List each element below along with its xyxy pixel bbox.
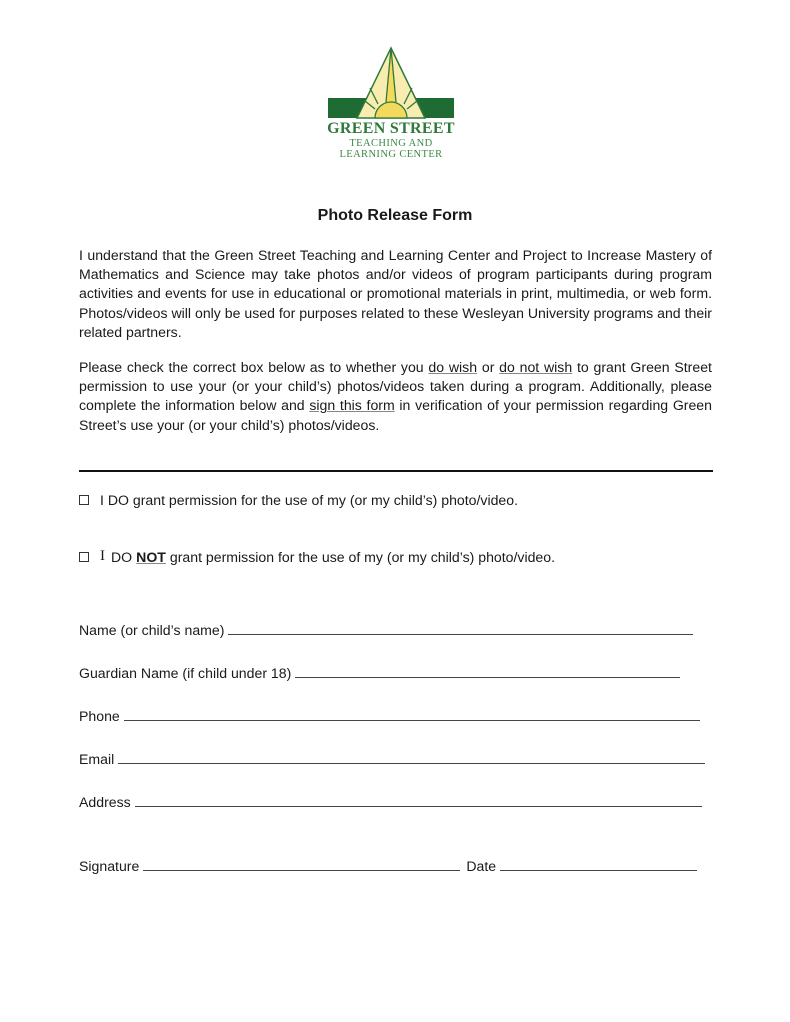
- address-label: Address: [79, 794, 131, 810]
- grant-label: I DO grant permission for the use of my (or my child’s) photo/video.: [100, 492, 519, 508]
- logo-subtitle-line1: TEACHING AND: [349, 138, 433, 149]
- phone-input-line[interactable]: [124, 719, 700, 721]
- deny-label-rest: grant permission for the use of my (or my child’s) photo/video.: [169, 548, 556, 565]
- guardian-label: Guardian Name (if child under 18): [79, 665, 292, 681]
- deny-label-do: DO: [111, 548, 133, 565]
- grant-permission-option[interactable]: [79, 492, 518, 508]
- instructions-text: Please check the correct box below as to whether you: [79, 359, 429, 375]
- name-input-line[interactable]: [228, 633, 693, 635]
- guardian-field[interactable]: [79, 665, 680, 681]
- email-label: Email: [79, 751, 115, 767]
- deny-checkbox[interactable]: [79, 552, 89, 562]
- green-street-logo: [326, 44, 456, 162]
- sign-form-emphasis: sign this form: [309, 397, 395, 414]
- do-wish-emphasis: do wish: [428, 359, 478, 375]
- phone-label: Phone: [79, 708, 120, 724]
- signature-label: Signature: [79, 858, 140, 874]
- page-title: Photo Release Form: [317, 207, 473, 224]
- address-field[interactable]: [79, 794, 702, 810]
- date-input-line[interactable]: [500, 869, 697, 871]
- instructions-text: or: [477, 359, 500, 375]
- sunburst-triangle-icon: [326, 44, 456, 120]
- instructions-paragraph: [79, 358, 712, 435]
- email-input-line[interactable]: [118, 762, 705, 764]
- date-label: Date: [466, 858, 497, 874]
- intro-paragraph: I understand that the Green Street Teaching and Learning Center and Project to Increase Mastery of Mathematics and Science may take photos and/or videos of program participants during program activities and events for use in educational or promotional materials in print, multimedia, or web form. Photos/videos will only be used for purposes related to these Wesleyan University programs and their related partners.: [79, 247, 712, 340]
- address-input-line[interactable]: [135, 805, 702, 807]
- grant-checkbox[interactable]: [79, 495, 89, 505]
- name-field[interactable]: [79, 622, 693, 638]
- email-field[interactable]: [79, 751, 705, 767]
- name-label: Name (or child’s name): [79, 622, 225, 638]
- guardian-input-line[interactable]: [295, 676, 680, 678]
- deny-label-not: NOT: [136, 548, 166, 565]
- signature-field[interactable]: [79, 858, 697, 874]
- do-not-wish-emphasis: do not wish: [499, 359, 573, 375]
- deny-permission-option[interactable]: [79, 548, 555, 565]
- section-divider: [79, 470, 713, 472]
- instructions-text: in verification of your permission regarding Green Street’s use your (or your child’s) photos/videos.: [79, 397, 712, 433]
- signature-input-line[interactable]: [143, 869, 460, 871]
- logo-org-name: GREEN STREET: [327, 120, 455, 137]
- logo-subtitle-line2: LEARNING CENTER: [339, 149, 443, 160]
- phone-field[interactable]: [79, 708, 700, 724]
- instructions-text: to grant Green Street permission to use your (or your child’s) photos/videos taken during a program. Additionally, please complete the information below and: [79, 359, 712, 414]
- deny-label-i: I: [100, 548, 105, 564]
